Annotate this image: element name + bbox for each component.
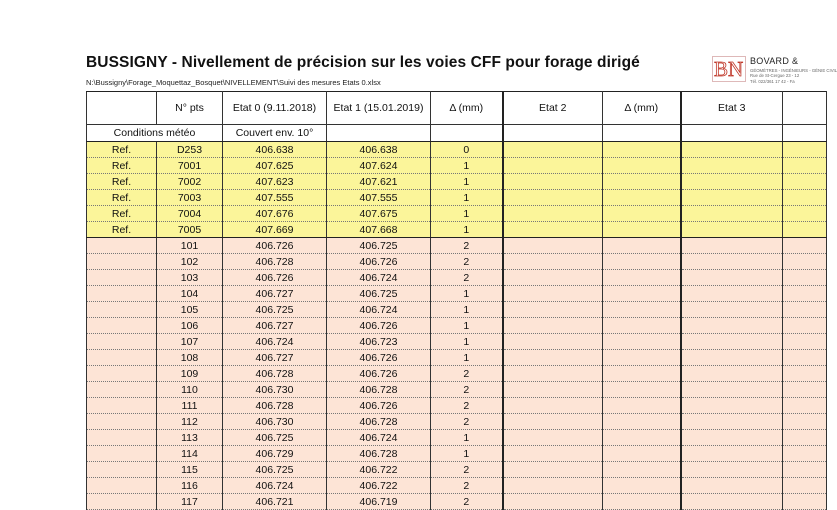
point-number-cell: 104 — [157, 286, 223, 302]
delta3-value-cell — [783, 158, 827, 174]
delta1-value-cell: 1 — [431, 174, 503, 190]
delta2-value-cell — [603, 366, 681, 382]
etat3-value-cell — [681, 254, 783, 270]
document-title: BUSSIGNY - Nivellement de précision sur les voies CFF pour forage dirigé — [86, 54, 640, 71]
etat3-value-cell — [681, 286, 783, 302]
etat0-value-cell: 406.728 — [223, 366, 327, 382]
point-number-cell: 105 — [157, 302, 223, 318]
etat0-value-cell: 407.669 — [223, 222, 327, 238]
delta3-value-cell — [783, 174, 827, 190]
delta1-value-cell: 1 — [431, 334, 503, 350]
etat1-value-cell: 406.725 — [327, 238, 431, 254]
point-number-cell: 7002 — [157, 174, 223, 190]
delta1-value-cell: 1 — [431, 190, 503, 206]
delta1-value-cell: 1 — [431, 206, 503, 222]
point-row — [87, 286, 827, 302]
etat0-value-cell: 406.724 — [223, 334, 327, 350]
delta3-value-cell — [783, 478, 827, 494]
etat2-value-cell — [503, 142, 603, 158]
etat2-value-cell — [503, 158, 603, 174]
etat0-value-cell: 406.730 — [223, 414, 327, 430]
type-cell — [87, 446, 157, 462]
company-logo — [712, 56, 837, 86]
etat0-value-cell: 406.725 — [223, 430, 327, 446]
etat2-value-cell — [503, 446, 603, 462]
etat0-value-cell: 406.726 — [223, 270, 327, 286]
etat1-value-cell: 406.724 — [327, 430, 431, 446]
delta3-value-cell — [783, 462, 827, 478]
point-number-cell: 7004 — [157, 206, 223, 222]
point-row — [87, 494, 827, 510]
delta2-value-cell — [603, 414, 681, 430]
ref-type-cell: Ref. — [87, 158, 157, 174]
point-number-cell: 113 — [157, 430, 223, 446]
etat0-value-cell: 406.724 — [223, 478, 327, 494]
ref-type-cell: Ref. — [87, 190, 157, 206]
type-cell — [87, 334, 157, 350]
type-cell — [87, 350, 157, 366]
point-number-cell: 115 — [157, 462, 223, 478]
point-number-cell: 117 — [157, 494, 223, 510]
etat3-value-cell — [681, 238, 783, 254]
etat2-value-cell — [503, 190, 603, 206]
delta2-value-cell — [603, 430, 681, 446]
header-delta1: Δ (mm) — [431, 92, 503, 125]
etat1-value-cell: 406.638 — [327, 142, 431, 158]
point-row — [87, 254, 827, 270]
etat1-value-cell: 406.728 — [327, 414, 431, 430]
delta3-value-cell — [783, 414, 827, 430]
etat1-value-cell: 406.724 — [327, 302, 431, 318]
point-number-cell: 102 — [157, 254, 223, 270]
etat2-value-cell — [503, 270, 603, 286]
point-number-cell: 107 — [157, 334, 223, 350]
point-row — [87, 478, 827, 494]
etat1-value-cell: 406.725 — [327, 286, 431, 302]
delta2-value-cell — [603, 142, 681, 158]
etat2-value-cell — [503, 494, 603, 510]
ref-type-cell: Ref. — [87, 206, 157, 222]
etat0-value-cell: 406.727 — [223, 318, 327, 334]
point-number-cell: 111 — [157, 398, 223, 414]
etat2-value-cell — [503, 286, 603, 302]
etat1-value-cell: 406.724 — [327, 270, 431, 286]
delta2-value-cell — [603, 190, 681, 206]
conditions-delta3 — [783, 125, 827, 142]
etat1-value-cell: 407.621 — [327, 174, 431, 190]
etat2-value-cell — [503, 302, 603, 318]
point-row — [87, 462, 827, 478]
point-row — [87, 302, 827, 318]
etat1-value-cell: 406.726 — [327, 366, 431, 382]
etat3-value-cell — [681, 206, 783, 222]
etat0-value-cell: 406.728 — [223, 398, 327, 414]
type-cell — [87, 238, 157, 254]
etat3-value-cell — [681, 222, 783, 238]
header-delta2: Δ (mm) — [603, 92, 681, 125]
conditions-delta1 — [431, 125, 503, 142]
delta3-value-cell — [783, 366, 827, 382]
etat3-value-cell — [681, 398, 783, 414]
etat3-value-cell — [681, 382, 783, 398]
point-number-cell: 108 — [157, 350, 223, 366]
ref-type-cell: Ref. — [87, 142, 157, 158]
ref-row — [87, 142, 827, 158]
conditions-etat1 — [327, 125, 431, 142]
delta2-value-cell — [603, 334, 681, 350]
type-cell — [87, 366, 157, 382]
delta1-value-cell: 2 — [431, 478, 503, 494]
conditions-label: Conditions météo — [87, 125, 223, 142]
conditions-delta2 — [603, 125, 681, 142]
etat1-value-cell: 406.726 — [327, 398, 431, 414]
delta1-value-cell: 2 — [431, 414, 503, 430]
ref-row — [87, 174, 827, 190]
delta3-value-cell — [783, 350, 827, 366]
delta3-value-cell — [783, 318, 827, 334]
delta3-value-cell — [783, 494, 827, 510]
delta1-value-cell: 2 — [431, 382, 503, 398]
point-row — [87, 366, 827, 382]
etat2-value-cell — [503, 318, 603, 334]
delta2-value-cell — [603, 238, 681, 254]
etat2-value-cell — [503, 206, 603, 222]
type-cell — [87, 398, 157, 414]
header-type — [87, 92, 157, 125]
delta3-value-cell — [783, 254, 827, 270]
logo-address-line-1: GÉOMÈTRES - INGÉNIEURS - GÉNIE CIVIL — [750, 68, 837, 73]
delta1-value-cell: 2 — [431, 238, 503, 254]
conditions-etat3 — [681, 125, 783, 142]
point-number-cell: 110 — [157, 382, 223, 398]
delta3-value-cell — [783, 206, 827, 222]
point-row — [87, 398, 827, 414]
etat3-value-cell — [681, 142, 783, 158]
etat2-value-cell — [503, 382, 603, 398]
delta2-value-cell — [603, 494, 681, 510]
header-etat3: Etat 3 — [681, 92, 783, 125]
table-header-row — [87, 92, 827, 125]
delta2-value-cell — [603, 270, 681, 286]
point-number-cell: 114 — [157, 446, 223, 462]
point-number-cell: 101 — [157, 238, 223, 254]
delta1-value-cell: 1 — [431, 286, 503, 302]
conditions-row — [87, 125, 827, 142]
delta2-value-cell — [603, 462, 681, 478]
etat2-value-cell — [503, 398, 603, 414]
type-cell — [87, 430, 157, 446]
delta2-value-cell — [603, 206, 681, 222]
etat3-value-cell — [681, 350, 783, 366]
etat1-value-cell: 406.726 — [327, 254, 431, 270]
ref-row — [87, 206, 827, 222]
etat3-value-cell — [681, 494, 783, 510]
etat1-value-cell: 407.675 — [327, 206, 431, 222]
etat1-value-cell: 406.719 — [327, 494, 431, 510]
delta1-value-cell: 2 — [431, 494, 503, 510]
file-path: N:\Bussigny\Forage_Moquettaz_Bosquet\NIVELLEMENT\Suivi des mesures Etats 0.xlsx — [86, 78, 381, 87]
ref-row — [87, 190, 827, 206]
type-cell — [87, 382, 157, 398]
delta3-value-cell — [783, 222, 827, 238]
etat2-value-cell — [503, 238, 603, 254]
type-cell — [87, 270, 157, 286]
etat1-value-cell: 406.726 — [327, 350, 431, 366]
header-etat0: Etat 0 (9.11.2018) — [223, 92, 327, 125]
etat3-value-cell — [681, 334, 783, 350]
etat3-value-cell — [681, 318, 783, 334]
logo-address-line-3: Tél. 022/361 17 42 - Fa — [750, 78, 795, 84]
point-number-cell: 103 — [157, 270, 223, 286]
delta3-value-cell — [783, 382, 827, 398]
type-cell — [87, 318, 157, 334]
logo-company-name: BOVARD & — [750, 56, 799, 66]
delta1-value-cell: 1 — [431, 430, 503, 446]
type-cell — [87, 414, 157, 430]
logo-address-line-2: Rue de St-Cergue 23 - 12 — [750, 73, 800, 79]
etat3-value-cell — [681, 270, 783, 286]
delta2-value-cell — [603, 286, 681, 302]
ref-row — [87, 158, 827, 174]
delta3-value-cell — [783, 190, 827, 206]
delta1-value-cell: 1 — [431, 158, 503, 174]
delta3-value-cell — [783, 446, 827, 462]
etat2-value-cell — [503, 462, 603, 478]
delta3-value-cell — [783, 334, 827, 350]
ref-type-cell: Ref. — [87, 222, 157, 238]
type-cell — [87, 478, 157, 494]
etat0-value-cell: 406.725 — [223, 302, 327, 318]
delta2-value-cell — [603, 398, 681, 414]
etat0-value-cell: 407.623 — [223, 174, 327, 190]
type-cell — [87, 302, 157, 318]
logo-address — [750, 68, 837, 84]
etat3-value-cell — [681, 446, 783, 462]
etat1-value-cell: 406.723 — [327, 334, 431, 350]
ref-type-cell: Ref. — [87, 174, 157, 190]
etat1-value-cell: 406.728 — [327, 446, 431, 462]
logo-monogram-text: BN — [714, 57, 744, 81]
etat1-value-cell: 406.722 — [327, 462, 431, 478]
etat3-value-cell — [681, 462, 783, 478]
etat0-value-cell: 406.721 — [223, 494, 327, 510]
type-cell — [87, 462, 157, 478]
delta1-value-cell: 2 — [431, 462, 503, 478]
etat0-value-cell: 406.729 — [223, 446, 327, 462]
conditions-etat0: Couvert env. 10° — [223, 125, 327, 142]
etat1-value-cell: 407.668 — [327, 222, 431, 238]
delta3-value-cell — [783, 398, 827, 414]
delta1-value-cell: 1 — [431, 302, 503, 318]
etat0-value-cell: 406.726 — [223, 238, 327, 254]
header-etat1: Etat 1 (15.01.2019) — [327, 92, 431, 125]
etat0-value-cell: 407.676 — [223, 206, 327, 222]
delta2-value-cell — [603, 382, 681, 398]
etat3-value-cell — [681, 430, 783, 446]
etat2-value-cell — [503, 174, 603, 190]
etat3-value-cell — [681, 190, 783, 206]
etat2-value-cell — [503, 334, 603, 350]
delta1-value-cell: 2 — [431, 254, 503, 270]
etat2-value-cell — [503, 254, 603, 270]
delta3-value-cell — [783, 270, 827, 286]
delta1-value-cell: 2 — [431, 366, 503, 382]
header-delta3 — [783, 92, 827, 125]
ref-row — [87, 222, 827, 238]
etat3-value-cell — [681, 478, 783, 494]
point-row — [87, 270, 827, 286]
company-logo-monogram — [712, 56, 746, 82]
etat2-value-cell — [503, 414, 603, 430]
etat0-value-cell: 406.728 — [223, 254, 327, 270]
point-number-cell: 7005 — [157, 222, 223, 238]
etat3-value-cell — [681, 174, 783, 190]
delta1-value-cell: 0 — [431, 142, 503, 158]
delta2-value-cell — [603, 174, 681, 190]
etat3-value-cell — [681, 366, 783, 382]
point-row — [87, 350, 827, 366]
delta2-value-cell — [603, 254, 681, 270]
type-cell — [87, 494, 157, 510]
point-number-cell: D253 — [157, 142, 223, 158]
delta2-value-cell — [603, 350, 681, 366]
etat1-value-cell: 406.726 — [327, 318, 431, 334]
delta3-value-cell — [783, 302, 827, 318]
etat0-value-cell: 406.727 — [223, 286, 327, 302]
etat2-value-cell — [503, 366, 603, 382]
delta2-value-cell — [603, 302, 681, 318]
delta1-value-cell: 2 — [431, 398, 503, 414]
etat1-value-cell: 407.624 — [327, 158, 431, 174]
point-row — [87, 334, 827, 350]
header-etat2: Etat 2 — [503, 92, 603, 125]
delta2-value-cell — [603, 158, 681, 174]
delta1-value-cell: 1 — [431, 446, 503, 462]
etat3-value-cell — [681, 414, 783, 430]
point-row — [87, 446, 827, 462]
delta1-value-cell: 1 — [431, 222, 503, 238]
delta2-value-cell — [603, 446, 681, 462]
header-point-number: N° pts — [157, 92, 223, 125]
etat0-value-cell: 407.555 — [223, 190, 327, 206]
etat0-value-cell: 406.727 — [223, 350, 327, 366]
etat0-value-cell: 406.730 — [223, 382, 327, 398]
leveling-table — [86, 91, 827, 510]
etat0-value-cell: 406.725 — [223, 462, 327, 478]
etat3-value-cell — [681, 302, 783, 318]
etat2-value-cell — [503, 222, 603, 238]
delta3-value-cell — [783, 142, 827, 158]
delta2-value-cell — [603, 478, 681, 494]
point-row — [87, 238, 827, 254]
point-row — [87, 430, 827, 446]
delta1-value-cell: 1 — [431, 318, 503, 334]
point-number-cell: 116 — [157, 478, 223, 494]
point-row — [87, 414, 827, 430]
etat2-value-cell — [503, 430, 603, 446]
type-cell — [87, 286, 157, 302]
etat1-value-cell: 406.722 — [327, 478, 431, 494]
delta3-value-cell — [783, 286, 827, 302]
point-number-cell: 7001 — [157, 158, 223, 174]
point-number-cell: 7003 — [157, 190, 223, 206]
delta2-value-cell — [603, 318, 681, 334]
etat1-value-cell: 406.728 — [327, 382, 431, 398]
delta1-value-cell: 2 — [431, 270, 503, 286]
delta2-value-cell — [603, 222, 681, 238]
point-number-cell: 109 — [157, 366, 223, 382]
etat0-value-cell: 406.638 — [223, 142, 327, 158]
type-cell — [87, 254, 157, 270]
conditions-etat2 — [503, 125, 603, 142]
delta1-value-cell: 1 — [431, 350, 503, 366]
point-row — [87, 318, 827, 334]
delta3-value-cell — [783, 430, 827, 446]
etat1-value-cell: 407.555 — [327, 190, 431, 206]
point-row — [87, 382, 827, 398]
point-number-cell: 112 — [157, 414, 223, 430]
delta3-value-cell — [783, 238, 827, 254]
etat2-value-cell — [503, 478, 603, 494]
etat2-value-cell — [503, 350, 603, 366]
etat3-value-cell — [681, 158, 783, 174]
point-number-cell: 106 — [157, 318, 223, 334]
etat0-value-cell: 407.625 — [223, 158, 327, 174]
